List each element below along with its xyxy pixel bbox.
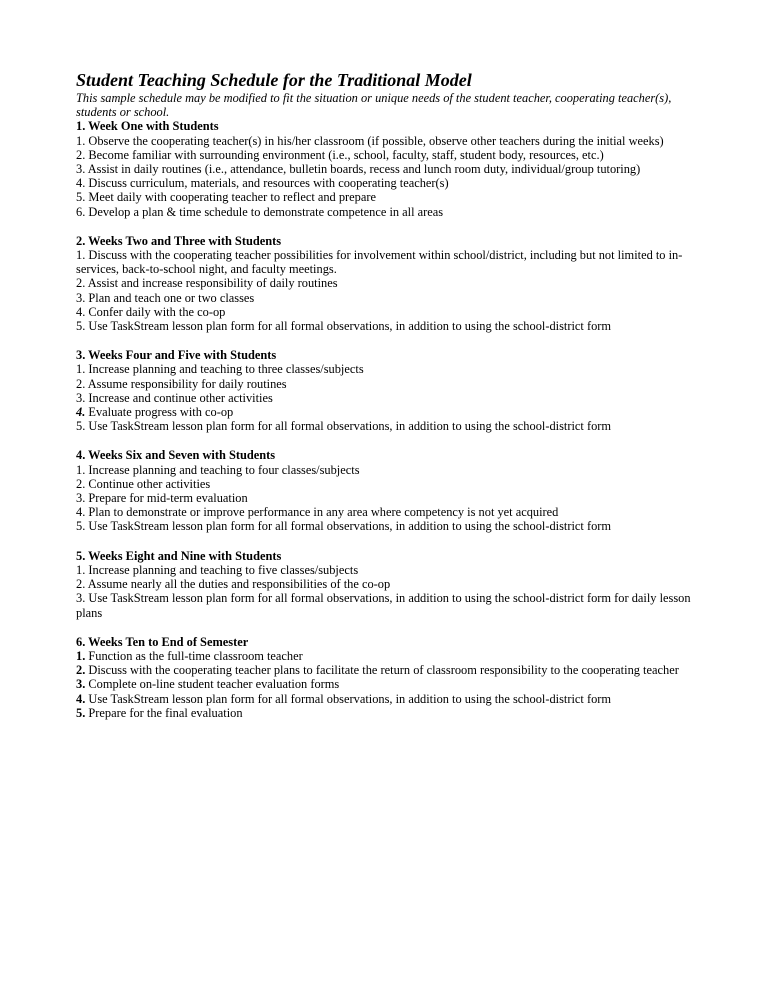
list-item	[76, 291, 706, 305]
item-text: Meet daily with cooperating teacher to reflect and prepare	[85, 190, 376, 205]
document-page	[76, 70, 706, 735]
schedule-section	[76, 549, 706, 620]
list-item	[76, 577, 706, 591]
item-text: Assist and increase responsibility of daily routines	[85, 276, 338, 291]
list-item	[76, 405, 706, 419]
list-item	[76, 649, 706, 663]
section-heading: 5. Weeks Eight and Nine with Students	[76, 548, 282, 563]
schedule-section	[76, 119, 706, 218]
list-item	[76, 591, 706, 619]
item-text: Use TaskStream lesson plan form for all formal observations, in addition to using the school-district form	[85, 519, 612, 534]
schedule-section	[76, 348, 706, 433]
item-text: Use TaskStream lesson plan form for all formal observations, in addition to using the school-district form	[85, 691, 612, 706]
item-number: 3.	[76, 390, 86, 405]
list-item	[76, 519, 706, 533]
list-item	[76, 663, 706, 677]
list-item	[76, 205, 706, 219]
item-text: Prepare for mid-term evaluation	[85, 491, 248, 506]
list-item	[76, 505, 706, 519]
item-text: Increase planning and teaching to five classes/subjects	[85, 562, 359, 577]
item-text: Plan and teach one or two classes	[85, 290, 255, 305]
list-item	[76, 477, 706, 491]
section-heading: 6. Weeks Ten to End of Semester	[76, 634, 249, 649]
item-text: Discuss with the cooperating teacher plans to facilitate the return of classroom responsibility to the cooperating teacher	[85, 663, 679, 678]
schedule-section	[76, 635, 706, 720]
item-number: 4.	[76, 405, 86, 420]
section-heading: 1. Week One with Students	[76, 119, 219, 134]
item-number: 1.	[76, 248, 86, 263]
item-text: Use TaskStream lesson plan form for all formal observations, in addition to using the school-district form for daily lesson plans	[76, 591, 691, 620]
item-number: 4.	[76, 304, 86, 319]
item-number: 4.	[76, 505, 86, 520]
list-item	[76, 362, 706, 376]
item-number: 3.	[76, 491, 86, 506]
item-text: Complete on-line student teacher evaluation forms	[85, 677, 340, 692]
item-number: 3.	[76, 677, 86, 692]
schedule-section	[76, 448, 706, 533]
section-heading: 4. Weeks Six and Seven with Students	[76, 448, 276, 463]
item-text: Assume nearly all the duties and responsibilities of the co-op	[85, 577, 391, 592]
list-item	[76, 162, 706, 176]
list-item	[76, 319, 706, 333]
item-number: 1.	[76, 133, 86, 148]
item-number: 3.	[76, 290, 86, 305]
item-number: 2.	[76, 276, 86, 291]
item-text: Use TaskStream lesson plan form for all formal observations, in addition to using the school-district form	[85, 319, 612, 334]
item-number: 2.	[76, 147, 86, 162]
list-item	[76, 176, 706, 190]
item-text: Prepare for the final evaluation	[85, 705, 243, 720]
document-title: Student Teaching Schedule for the Traditional Model	[76, 70, 472, 90]
item-text: Develop a plan & time schedule to demonstrate competence in all areas	[85, 204, 444, 219]
item-text: Discuss curriculum, materials, and resources with cooperating teacher(s)	[85, 176, 449, 191]
item-text: Increase and continue other activities	[85, 390, 273, 405]
item-text: Observe the cooperating teacher(s) in his/her classroom (if possible, observe other teachers during the initial weeks)	[85, 133, 664, 148]
list-item	[76, 276, 706, 290]
item-text: Confer daily with the co-op	[85, 304, 226, 319]
item-text: Assist in daily routines (i.e., attendance, bulletin boards, recess and lunch room duty, individual/group tutoring)	[85, 162, 641, 177]
item-number: 2.	[76, 476, 86, 491]
schedule-section	[76, 234, 706, 333]
item-text: Increase planning and teaching to three classes/subjects	[85, 362, 364, 377]
list-item	[76, 134, 706, 148]
list-item	[76, 463, 706, 477]
item-number: 5.	[76, 319, 86, 334]
list-item	[76, 491, 706, 505]
list-item	[76, 706, 706, 720]
item-number: 5.	[76, 419, 86, 434]
item-text: Evaluate progress with co-op	[85, 405, 234, 420]
item-text: Plan to demonstrate or improve performance in any area where competency is not yet acquired	[85, 505, 559, 520]
item-number: 1.	[76, 462, 86, 477]
section-heading: 3. Weeks Four and Five with Students	[76, 348, 277, 363]
list-item	[76, 692, 706, 706]
item-text: Discuss with the cooperating teacher possibilities for involvement within school/district, including but not limited to in-services, back-to-school night, and faculty meetings.	[76, 248, 683, 277]
item-number: 1.	[76, 648, 86, 663]
item-text: Use TaskStream lesson plan form for all formal observations, in addition to using the school-district form	[85, 419, 612, 434]
list-item	[76, 563, 706, 577]
item-number: 3.	[76, 591, 86, 606]
item-text: Assume responsibility for daily routines	[85, 376, 287, 391]
list-item	[76, 377, 706, 391]
list-item	[76, 248, 706, 276]
list-item	[76, 419, 706, 433]
list-item	[76, 190, 706, 204]
item-text: Become familiar with surrounding environment (i.e., school, faculty, staff, student body, resources, etc.)	[85, 147, 604, 162]
item-number: 2.	[76, 577, 86, 592]
item-number: 5.	[76, 705, 86, 720]
section-heading: 2. Weeks Two and Three with Students	[76, 233, 282, 248]
item-number: 6.	[76, 204, 86, 219]
item-number: 2.	[76, 376, 86, 391]
item-text: Function as the full-time classroom teacher	[85, 648, 303, 663]
item-number: 5.	[76, 190, 86, 205]
list-item	[76, 305, 706, 319]
sections-container	[76, 119, 706, 720]
list-item	[76, 148, 706, 162]
list-item	[76, 677, 706, 691]
item-text: Continue other activities	[85, 476, 211, 491]
item-number: 2.	[76, 663, 86, 678]
item-number: 4.	[76, 691, 86, 706]
item-number: 4.	[76, 176, 86, 191]
item-number: 5.	[76, 519, 86, 534]
item-number: 1.	[76, 562, 86, 577]
item-text: Increase planning and teaching to four classes/subjects	[85, 462, 360, 477]
document-intro: This sample schedule may be modified to fit the situation or unique needs of the student teacher, cooperating teacher(s), students or school.	[76, 91, 672, 120]
item-number: 3.	[76, 162, 86, 177]
list-item	[76, 391, 706, 405]
item-number: 1.	[76, 362, 86, 377]
